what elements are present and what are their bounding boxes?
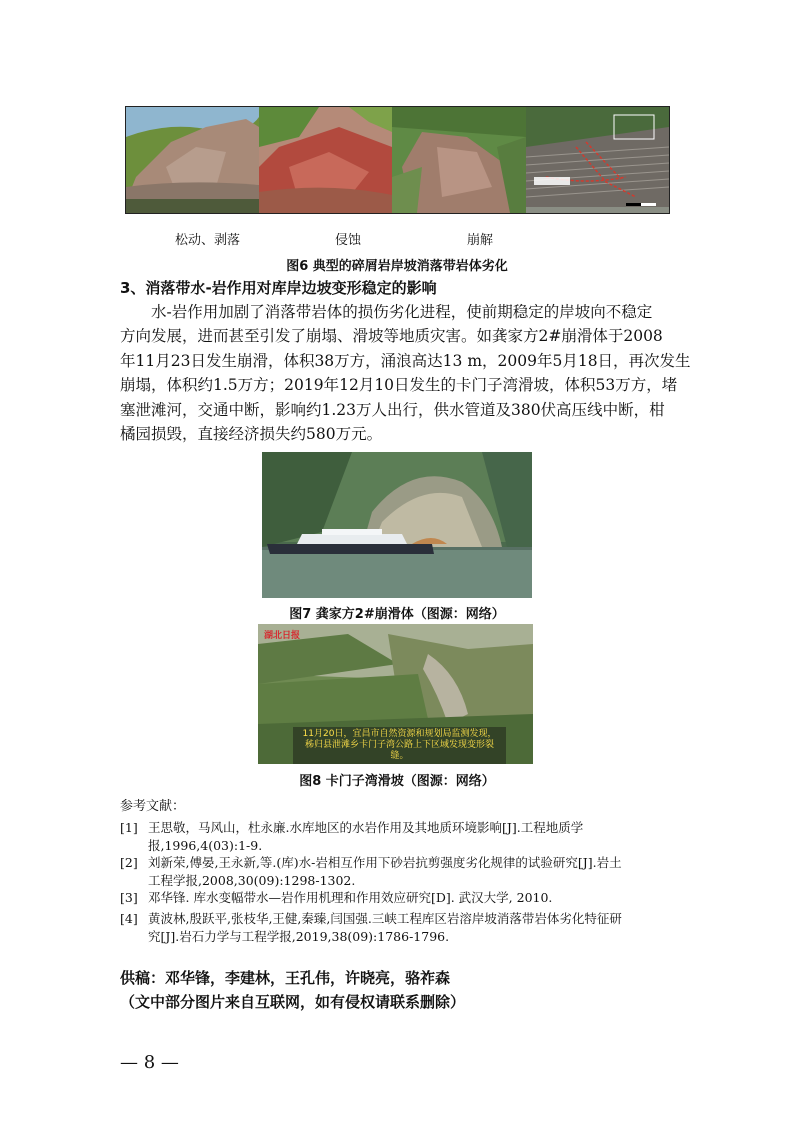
reference-item xyxy=(120,819,676,855)
figure6-photo-erosion xyxy=(259,107,392,213)
reference-number: [1] xyxy=(120,820,138,835)
reference-text xyxy=(148,910,675,945)
image-disclaimer: （文中部分图片来自互联网，如有侵权请联系删除） xyxy=(120,993,466,1011)
figure8-overlay-line1: 11月20日，宜昌市自然资源和规划局监测发现， xyxy=(302,729,497,739)
reference-line: 刘新荣,傅晏,王永新,等.(库)水-岩相互作用下砂岩抗剪强度劣化规律的试验研究[J].岩土 xyxy=(148,855,622,870)
reference-text xyxy=(148,819,675,854)
paragraph-line: 水-岩作用加剧了消落带岩体的损伤劣化进程，使前期稳定的岸坡向不稳定 xyxy=(151,303,653,321)
reference-line: 黄波林,殷跃平,张枝华,王健,秦臻,闫国强.三峡工程库区岩溶岸坡消落带岩体劣化特征研 xyxy=(148,911,622,926)
figure8-overlay-line2: 秭归县泄滩乡卡门子湾公路上下区域发现变形裂缝。 xyxy=(304,740,494,761)
figure8-overlay-text xyxy=(293,727,506,764)
reference-item xyxy=(120,889,676,907)
reference-number: [4] xyxy=(120,911,138,926)
figure7-caption: 图7 龚家方2#崩滑体（图源：网络） xyxy=(289,607,505,622)
figure6-image-strip xyxy=(125,106,670,214)
figure8-photo-kamenziwan xyxy=(258,624,533,764)
figure6-photo-loosening xyxy=(126,107,259,213)
figure6-photo-disintegration xyxy=(392,107,526,213)
paragraph-line: 年11月23日发生崩滑，体积38万方，涌浪高达13 m，2009年5月18日，再次发生 xyxy=(120,351,691,370)
paragraph-line: 塞泄滩河，交通中断，影响约1.23万人出行，供水管道及380伏高压线中断，柑 xyxy=(120,400,665,419)
figure6-caption: 图6 典型的碎屑岩岸坡消落带岩体劣化 xyxy=(286,259,508,274)
paragraph-line: 橘园损毁，直接经济损失约580万元。 xyxy=(120,425,383,444)
reference-text xyxy=(148,854,675,889)
figure8-watermark: 湖北日报 xyxy=(264,631,301,641)
reference-line: 究[J].岩石力学与工程学报,2019,38(09):1786-1796. xyxy=(148,928,450,944)
reference-number: [2] xyxy=(120,855,138,870)
paragraph-line: 崩塌，体积约1.5万方；2019年12月10日发生的卡门子湾滑坡，体积53万方，堵 xyxy=(120,376,678,395)
section3-paragraph xyxy=(120,300,691,446)
reference-item xyxy=(120,910,676,946)
section3-heading: 3、消落带水-岩作用对库岸边坡变形稳定的影响 xyxy=(120,279,437,297)
reference-line: 工程学报,2008,30(09):1298-1302. xyxy=(148,872,356,888)
figure6-photo-annotated-slope xyxy=(526,107,669,213)
figure6-sublabel-erosion: 侵蚀 xyxy=(335,233,362,248)
figure7-photo-landslide xyxy=(262,452,532,598)
contributors: 供稿：邓华锋，李建林，王孔伟，许晓亮，骆祚森 xyxy=(120,969,451,987)
reference-line: 王思敬，马风山，杜永廉.水库地区的水岩作用及其地质环境影响[J].工程地质学 xyxy=(148,820,584,835)
figure6-sublabel-disintegration: 崩解 xyxy=(467,233,494,248)
figure8-caption: 图8 卡门子湾滑坡（图源：网络） xyxy=(299,774,495,789)
reference-line: 报,1996,4(03):1-9. xyxy=(148,837,263,853)
figure6-sublabel-loosening: 松动、剥落 xyxy=(175,233,241,248)
reference-number: [3] xyxy=(120,890,138,905)
references-title: 参考文献： xyxy=(120,799,186,814)
paragraph-line: 方向发展，进而甚至引发了崩塌、滑坡等地质灾害。如龚家方2#崩滑体于2008 xyxy=(120,327,663,346)
reference-line: 邓华锋. 库水变幅带水—岩作用机理和作用效应研究[D]. 武汉大学, 2010. xyxy=(148,890,553,905)
reference-item xyxy=(120,854,676,890)
page-number: — 8 — xyxy=(120,1052,179,1073)
